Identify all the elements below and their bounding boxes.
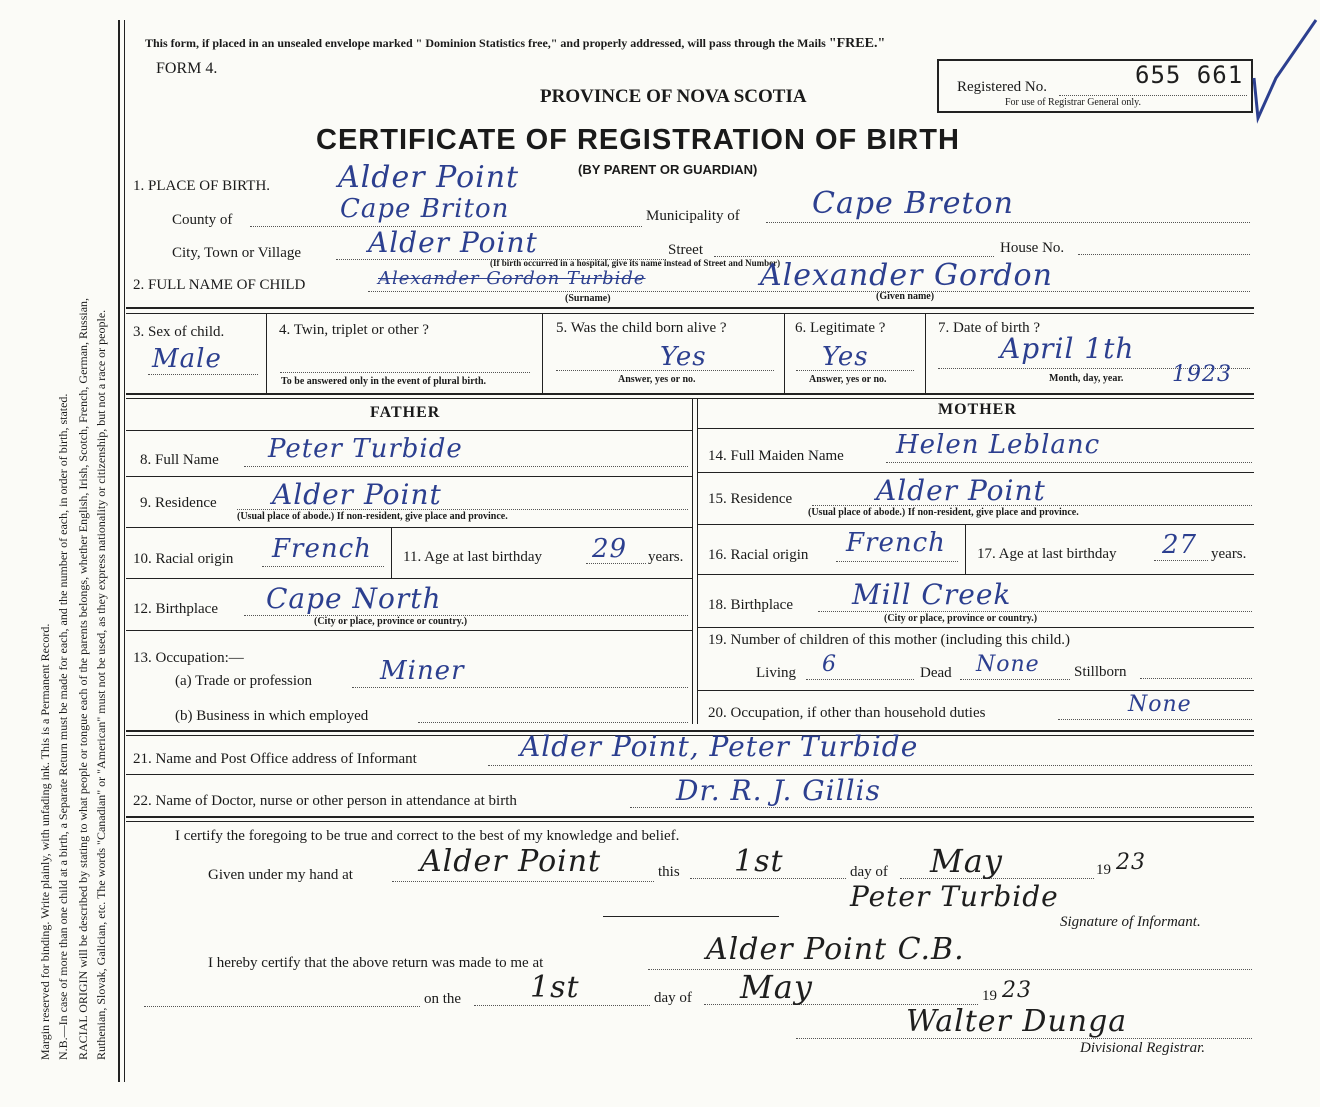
born-alive-note: Answer, yes or no.: [618, 374, 696, 385]
margin-note-racial-origin: RACIAL ORIGIN will be described by stating to what people or tongue each of the parents belongs, whether English, Irish, Scotch, French, German, Russian,: [76, 297, 90, 1060]
surname-value: Alexander Gordon Turbide: [378, 268, 646, 289]
registration-label: Registered No.: [957, 79, 1047, 95]
municipality-value: Cape Breton: [812, 186, 1014, 221]
born-alive-label: 5. Was the child born alive ?: [556, 320, 727, 336]
given-at-value: Alder Point: [420, 844, 602, 879]
mother-race-value: French: [846, 528, 946, 558]
city-value: Alder Point: [368, 226, 538, 259]
trade-label: (a) Trade or profession: [175, 673, 313, 689]
mother-birthplace-note: (City or place, province or country.): [884, 613, 1038, 624]
mother-name-label: 14. Full Maiden Name: [708, 448, 844, 464]
given-year-value: 23: [1116, 850, 1146, 875]
hereby-certify-label: I hereby certify that the above return was made to me at: [208, 955, 544, 971]
twin-note: To be answered only in the event of plural birth.: [281, 376, 487, 387]
place-of-birth-value: Alder Point: [338, 160, 520, 195]
year-prefix-2: 19: [982, 988, 997, 1004]
father-residence-value: Alder Point: [272, 478, 442, 511]
on-month-value: May: [740, 968, 813, 1006]
county-label: County of: [172, 212, 233, 228]
dead-value: None: [976, 652, 1040, 677]
full-name-label: 2. FULL NAME OF CHILD: [133, 277, 306, 293]
mother-occupation-label: 20. Occupation, if other than household duties: [708, 705, 986, 721]
registration-number: 655 661: [1135, 61, 1244, 89]
mother-age-years: years.: [1211, 546, 1247, 562]
dead-label: Dead: [920, 665, 952, 681]
occupation-label: 13. Occupation:—: [133, 650, 244, 666]
registration-note: For use of Registrar General only.: [1005, 97, 1141, 108]
on-the-label: on the: [424, 991, 462, 1007]
county-value: Cape Briton: [340, 194, 510, 224]
day-of-label: day of: [850, 864, 888, 880]
province-heading: PROVINCE OF NOVA SCOTIA: [540, 86, 807, 107]
on-day-value: 1st: [530, 970, 580, 1005]
living-label: Living: [756, 665, 796, 681]
margin-note-racial-origin-2: Ruthenian, Slovak, Galician, etc. The words "Canadian" or "American" must not be used, as they express nationality or citizenship, but not a race or people.: [94, 309, 108, 1060]
date-of-birth-label: 7. Date of birth ?: [938, 320, 1041, 336]
house-label: House No.: [1000, 240, 1065, 256]
margin-note-multiple-births: N.B.—In case of more than one child at a birth, a Separate Return must be made for each, and the number of each, in order of birth, stated.: [56, 393, 70, 1060]
year-prefix: 19: [1096, 862, 1111, 878]
father-race-label: 10. Racial origin: [133, 551, 234, 567]
father-name-value: Peter Turbide: [268, 434, 463, 464]
made-at-value: Alder Point C.B.: [706, 932, 965, 967]
mother-age-value: 27: [1162, 530, 1198, 560]
municipality-label: Municipality of: [646, 208, 740, 224]
legitimate-value: Yes: [822, 342, 869, 372]
living-value: 6: [822, 652, 837, 677]
margin-note-binding: Margin reserved for binding. Write plainly, with unfading ink. This is a Permanent Record.: [38, 623, 52, 1060]
given-day-value: 1st: [734, 844, 784, 879]
street-label: Street: [668, 242, 703, 258]
given-month-value: May: [930, 842, 1003, 880]
mother-residence-label: 15. Residence: [708, 491, 793, 507]
mother-race-label: 16. Racial origin: [708, 547, 809, 563]
mother-age-label: 17. Age at last birthday: [977, 546, 1117, 562]
signature-of-informant-label: Signature of Informant.: [1060, 914, 1201, 930]
children-label: 19. Number of children of this mother (including this child.): [708, 632, 1071, 648]
legitimate-note: Answer, yes or no.: [809, 374, 887, 385]
certificate-subtitle: (BY PARENT OR GUARDIAN): [578, 162, 758, 177]
given-name-value: Alexander Gordon: [760, 258, 1053, 293]
form-number: FORM 4.: [156, 60, 218, 77]
sex-value: Male: [152, 344, 222, 374]
trade-value: Miner: [380, 656, 465, 686]
registrar-signature: Walter Dunga: [906, 1004, 1128, 1039]
city-label: City, Town or Village: [172, 245, 302, 261]
check-mark-icon: [1250, 18, 1320, 128]
father-race-value: French: [272, 534, 372, 564]
mother-birthplace-label: 18. Birthplace: [708, 597, 793, 613]
date-of-birth-note: Month, day, year.: [1049, 373, 1124, 384]
business-label: (b) Business in which employed: [175, 708, 369, 724]
place-of-birth-label: 1. PLACE OF BIRTH.: [133, 178, 271, 194]
stillborn-label: Stillborn: [1074, 664, 1127, 680]
doctor-value: Dr. R. J. Gillis: [676, 774, 881, 807]
father-birthplace-note: (City or place, province or country.): [314, 616, 468, 627]
certificate-title: CERTIFICATE OF REGISTRATION OF BIRTH: [316, 124, 960, 156]
father-residence-note: (Usual place of abode.) If non-resident, give place and province.: [237, 511, 508, 522]
registration-box: [937, 59, 1253, 113]
day-of-label-2: day of: [654, 990, 692, 1006]
legitimate-label: 6. Legitimate ?: [795, 320, 886, 336]
father-birthplace-label: 12. Birthplace: [133, 601, 218, 617]
this-label: this: [658, 864, 680, 880]
father-age-label: 11. Age at last birthday: [403, 549, 542, 565]
on-year-value: 23: [1002, 978, 1032, 1003]
informant-value: Alder Point, Peter Turbide: [520, 730, 919, 763]
born-alive-value: Yes: [660, 342, 707, 372]
father-residence-label: 9. Residence: [140, 495, 217, 511]
mother-birthplace-value: Mill Creek: [852, 578, 1012, 611]
certify-statement: I certify the foregoing to be true and correct to the best of my knowledge and belief.: [175, 828, 680, 844]
divisional-registrar-label: Divisional Registrar.: [1080, 1040, 1206, 1056]
mother-heading: MOTHER: [938, 401, 1017, 418]
mother-residence-note: (Usual place of abode.) If non-resident, give place and province.: [808, 507, 1079, 518]
father-age-value: 29: [592, 534, 628, 564]
mother-name-value: Helen Leblanc: [896, 430, 1101, 460]
hospital-note: (If birth occurred in a hospital, give its name instead of Street and Number): [490, 258, 781, 268]
mail-notice: This form, if placed in an unsealed envelope marked " Dominion Statistics free," and properly addressed, will pass through the Mails "FREE.": [145, 36, 886, 51]
doctor-label: 22. Name of Doctor, nurse or other person in attendance at birth: [133, 793, 517, 809]
informant-signature: Peter Turbide: [850, 880, 1059, 913]
father-name-label: 8. Full Name: [140, 452, 219, 468]
surname-note: (Surname): [565, 293, 611, 304]
mother-occupation-value: None: [1128, 692, 1192, 717]
margin-rule-2: [124, 20, 125, 1082]
sex-label: 3. Sex of child.: [133, 324, 225, 340]
father-heading: FATHER: [370, 404, 441, 421]
twin-label: 4. Twin, triplet or other ?: [279, 322, 429, 338]
date-of-birth-value: April 1th: [1000, 332, 1135, 365]
father-age-years: years.: [648, 549, 684, 565]
given-name-note: (Given name): [876, 291, 935, 302]
margin-rule: [118, 20, 120, 1082]
informant-label: 21. Name and Post Office address of Informant: [133, 751, 417, 767]
mother-residence-value: Alder Point: [876, 474, 1046, 507]
given-under-hand-label: Given under my hand at: [208, 867, 353, 883]
date-of-birth-year: 1923: [1172, 362, 1232, 387]
father-birthplace-value: Cape North: [266, 582, 442, 615]
